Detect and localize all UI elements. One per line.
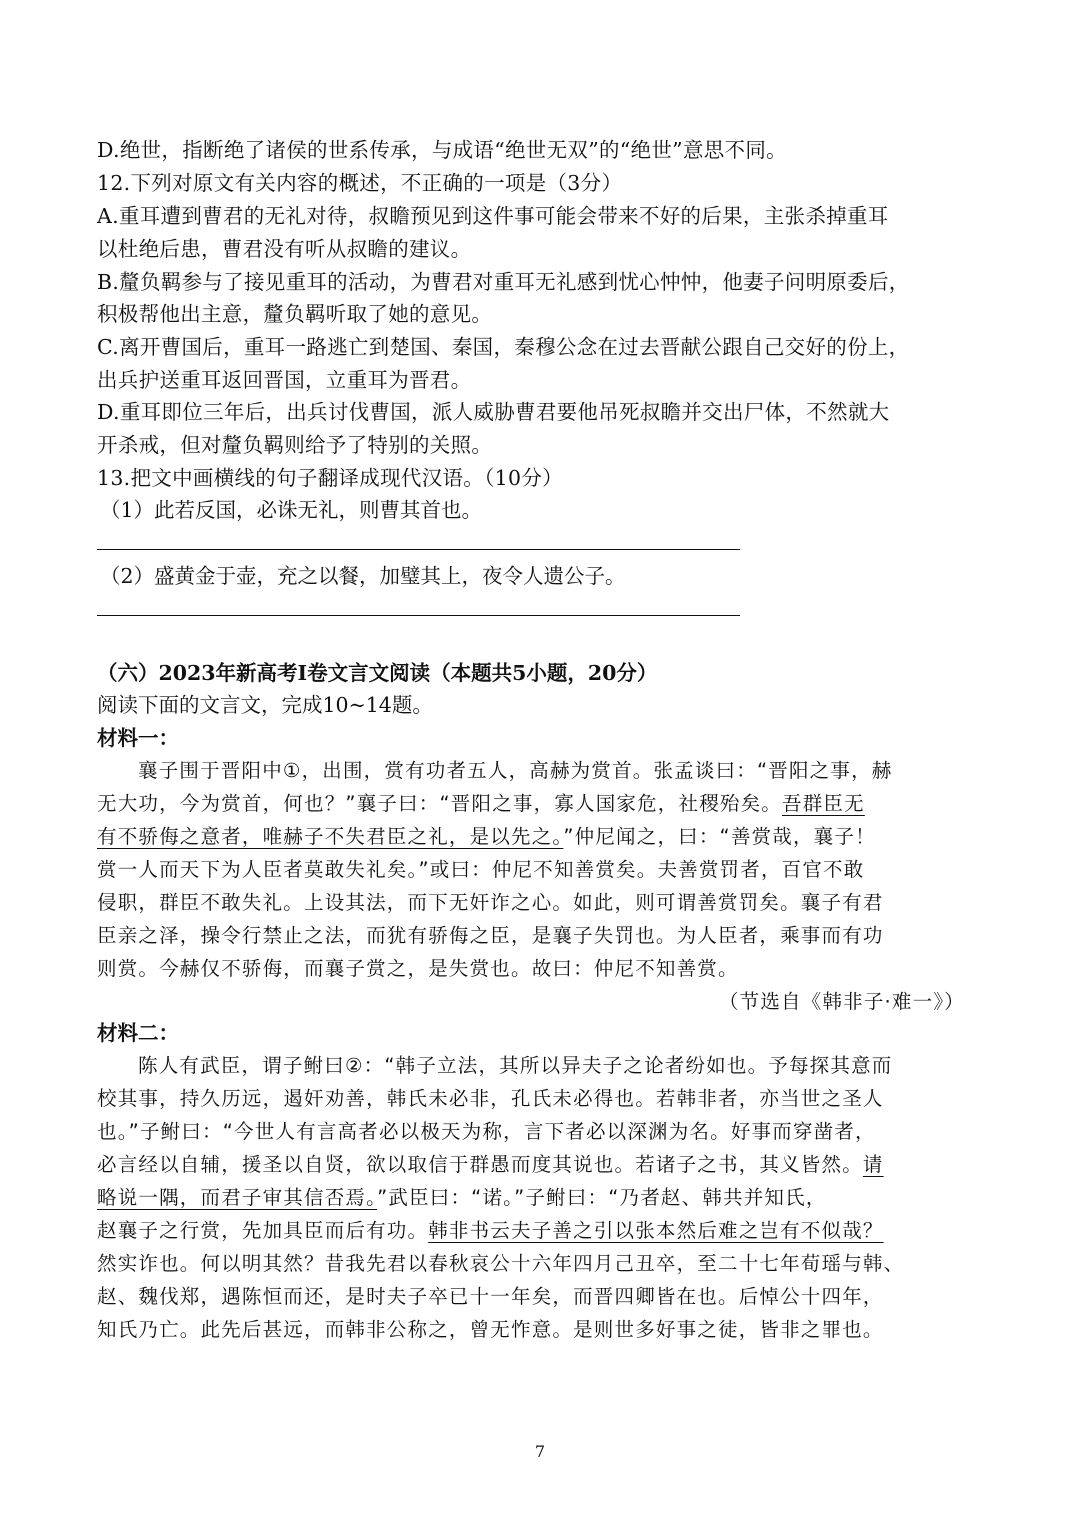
material-1-line: 襄子围于晋阳中①，出围，赏有功者五人，高赫为赏首。张孟谈曰：“晋阳之事，赫 [138, 759, 893, 782]
material-2-line: 校其事，持久历远，遏奸劝善，韩氏未必非，孔氏未必得也。若韩非者，亦当世之圣人 [97, 1087, 884, 1110]
underlined-sentence: 有不骄侮之意者，唯赫子不失君臣之礼，是以先之。 [97, 825, 564, 848]
q13-stem: 13.把文中画横线的句子翻译成现代汉语。（10分） [97, 466, 563, 490]
q13-sentence-2: （2）盛黄金于壶，充之以餐，加璧其上，夜令人遗公子。 [100, 564, 626, 588]
material-1-line [97, 789, 865, 819]
text-run: ”武臣曰：“诺。”子鲋曰：“乃者赵、韩共并知氏， [377, 1186, 827, 1209]
material-2-line: 陈人有武臣，谓子鲋曰②：“韩子立法，其所以异夫子之论者纷如也。予每探其意而 [138, 1054, 893, 1077]
q12-option-c-line1: C.离开曹国后，重耳一路逃亡到楚国、秦国，秦穆公念在过去晋献公跟自己交好的份上， [97, 335, 910, 359]
q12-option-c-line2: 出兵护送重耳返回晋国，立重耳为晋君。 [97, 368, 472, 392]
section-heading: （六）2023年新高考Ⅰ卷文言文阅读（本题共5小题，20分） [97, 661, 658, 685]
answer-line-2 [97, 615, 740, 616]
material-2-line: 也。”子鲋曰：“今世人有言高者必以极天为称，言下者必以深渊为名。好事而穿凿者， [97, 1120, 876, 1143]
underlined-sentence: 请 [862, 1153, 884, 1176]
material-1-line: 赏一人而天下为人臣者莫敢失礼矣。”或曰：仲尼不知善赏矣。夫善赏罚者，百官不敢 [97, 858, 865, 881]
material-2-line [97, 1183, 827, 1213]
page-number: 7 [534, 1442, 546, 1461]
material-1-line: 侵职，群臣不敢失礼。上设其法，而下无奸诈之心。如此，则可谓善赏罚矣。襄子有君 [97, 891, 884, 914]
material-2-line: 知氏乃亡。此先后甚远，而韩非公称之，曾无怍意。是则世多好事之徒，皆非之罪也。 [97, 1318, 884, 1341]
underlined-sentence: 吾群臣无 [782, 792, 865, 815]
answer-line-1 [97, 549, 740, 550]
material-1-source: （节选自《韩非子·难一》） [718, 990, 965, 1013]
q12-option-d-line1: D.重耳即位三年后，出兵讨伐曹国，派人威胁曹君要他吊死叔瞻并交出尸体，不然就大 [97, 400, 890, 424]
text-run: 赵襄子之行赏，先加具臣而后有功。 [97, 1219, 429, 1242]
text-run: 无大功，今为赏首，何也？”襄子曰：“晋阳之事，寡人国家危，社稷殆矣。 [97, 792, 783, 815]
underlined-sentence: 韩非书云夫子善之引以张本然后难之岂有不似哉？ [428, 1219, 884, 1242]
material-2-label: 材料二： [97, 1021, 179, 1045]
material-2-line: 赵、魏伐郑，遇陈恒而还，是时夫子卒已十一年矣，而晋四卿皆在也。后悼公十四年， [97, 1285, 884, 1308]
underlined-sentence: 略说一隅，而君子审其信否焉。 [97, 1186, 378, 1209]
q12-option-b-line2: 积极帮他出主意，釐负羁听取了她的意见。 [97, 302, 493, 326]
q12-option-a-line1: A.重耳遭到曹君的无礼对待，叔瞻预见到这件事可能会带来不好的后果，主张杀掉重耳 [97, 204, 889, 228]
q12-option-b-line1: B.釐负羁参与了接见重耳的活动，为曹君对重耳无礼感到忧心忡忡，他妻子问明原委后， [97, 270, 910, 294]
material-1-line: 则赏。今赫仅不骄侮，而襄子赏之，是失赏也。故曰：仲尼不知善赏。 [97, 957, 739, 980]
text-run: ”仲尼闻之，曰：“善赏哉，襄子！ [563, 825, 876, 848]
q12-stem: 12.下列对原文有关内容的概述，不正确的一项是（3分） [97, 171, 623, 195]
section-instruction: 阅读下面的文言文，完成10~14题。 [97, 693, 433, 717]
text-run: 必言经以自辅，援圣以自贤，欲以取信于群愚而度其说也。若诸子之书，其义皆然。 [97, 1153, 863, 1176]
q11-option-d: D.绝世，指断绝了诸侯的世系传承，与成语“绝世无双”的“绝世”意思不同。 [97, 138, 787, 162]
q12-option-d-line2: 开杀戒，但对釐负羁则给予了特别的关照。 [97, 433, 493, 457]
material-1-label: 材料一： [97, 726, 179, 750]
material-2-line [97, 1216, 884, 1246]
material-2-line: 然实诈也。何以明其然？昔我先君以春秋哀公十六年四月己丑卒，至二十七年荀瑶与韩、 [97, 1252, 905, 1275]
q12-option-a-line2: 以杜绝后患，曹君没有听从叔瞻的建议。 [97, 237, 472, 261]
material-1-line [97, 822, 876, 852]
q13-sentence-1: （1）此若反国，必诛无礼，则曹其首也。 [100, 498, 483, 522]
material-1-line: 臣亲之泽，操令行禁止之法，而犹有骄侮之臣，是襄子失罚也。为人臣者，乘事而有功 [97, 924, 884, 947]
material-2-line [97, 1150, 884, 1180]
